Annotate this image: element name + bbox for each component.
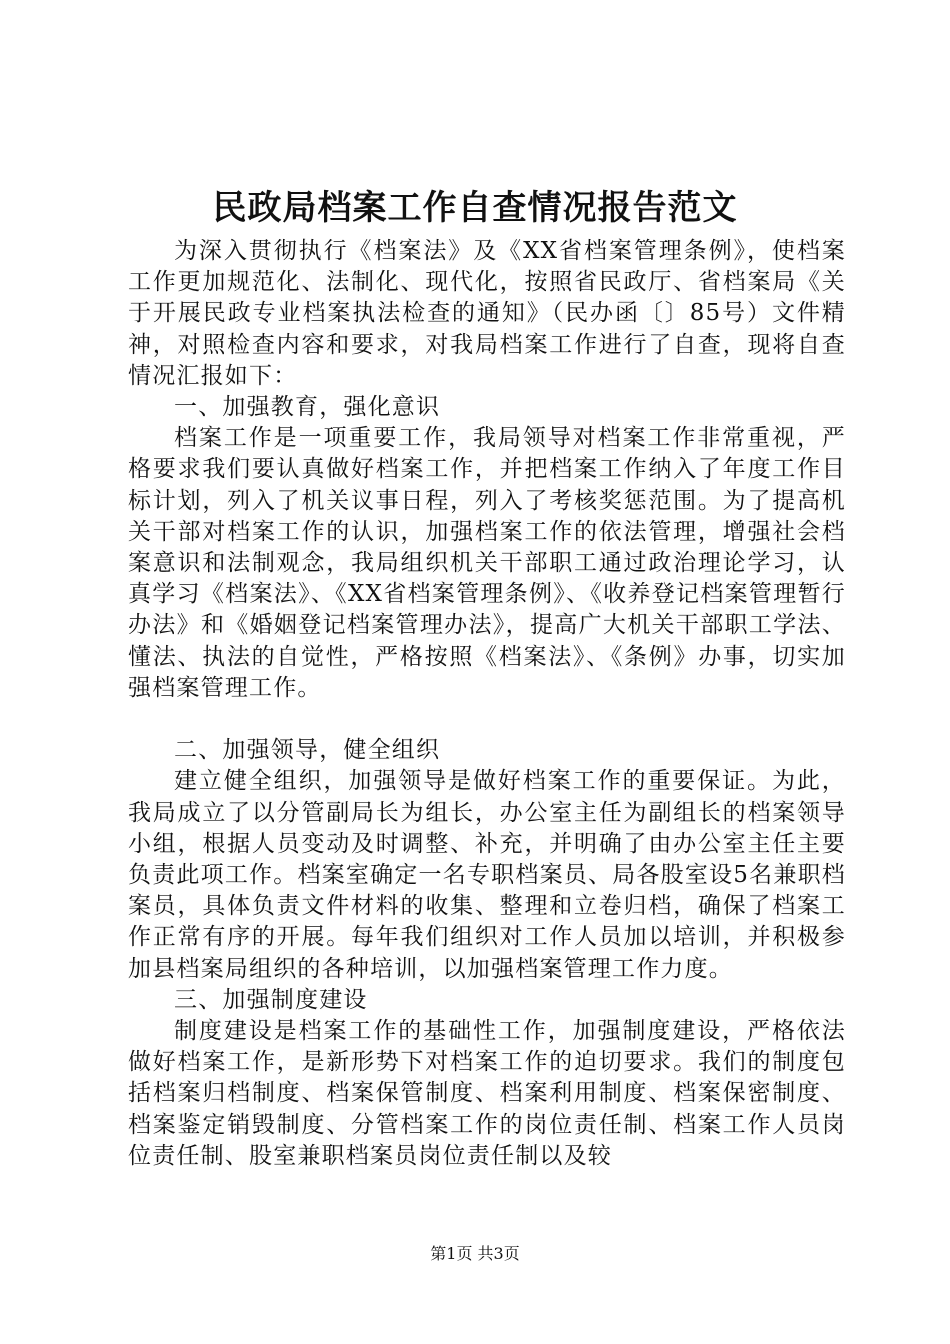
page-number-footer: 第1页 共3页 — [430, 1244, 520, 1263]
paragraph-gap — [128, 704, 846, 735]
document-body — [128, 236, 846, 1172]
intro-paragraph: 为深入贯彻执行《档案法》及《XX省档案管理条例》，使档案工作更加规范化、法制化、现代化，按照省民政厅、省档案局《关于开展民政专业档案执法检查的通知》（民办函〔〕85号）文件精神，对照检查内容和要求，对我局档案工作进行了自查，现将自查情况汇报如下： — [128, 238, 846, 389]
section-3-paragraph: 制度建设是档案工作的基础性工作，加强制度建设，严格依法做好档案工作，是新形势下对档案工作的迫切要求。我们的制度包括档案归档制度、档案保管制度、档案利用制度、档案保密制度、档案鉴定销毁制度、分管档案工作的岗位责任制、档案工作人员岗位责任制、股室兼职档案员岗位责任制以及较 — [128, 1018, 846, 1169]
section-2-heading: 二、加强领导，健全组织 — [174, 737, 441, 764]
section-3-heading: 三、加强制度建设 — [174, 986, 368, 1013]
section-2-paragraph: 建立健全组织，加强领导是做好档案工作的重要保证。为此，我局成立了以分管副局长为组长，办公室主任为副组长的档案领导小组，根据人员变动及时调整、补充，并明确了由办公室主任主要负责此项工作。档案室确定一名专职档案员、局各股室设5名兼职档案员，具体负责文件材料的收集、整理和立卷归档，确保了档案工作正常有序的开展。每年我们组织对工作人员加以培训，并积极参加县档案局组织的各种培训，以加强档案管理工作力度。 — [128, 768, 846, 982]
section-1-heading: 一、加强教育，强化意识 — [174, 394, 441, 421]
section-1-paragraph: 档案工作是一项重要工作，我局领导对档案工作非常重视，严格要求我们要认真做好档案工作，并把档案工作纳入了年度工作目标计划，列入了机关议事日程，列入了考核奖惩范围。为了提高机关干部对档案工作的认识，加强档案工作的依法管理，增强社会档案意识和法制观念，我局组织机关干部职工通过政治理论学习，认真学习《档案法》、《XX省档案管理条例》、《收养登记档案管理暂行办法》和《婚姻登记档案管理办法》，提高广大机关干部职工学法、懂法、执法的自觉性，严格按照《档案法》、《条例》办事，切实加强档案管理工作。 — [128, 425, 846, 701]
document-title: 民政局档案工作自查情况报告范文 — [212, 188, 738, 228]
